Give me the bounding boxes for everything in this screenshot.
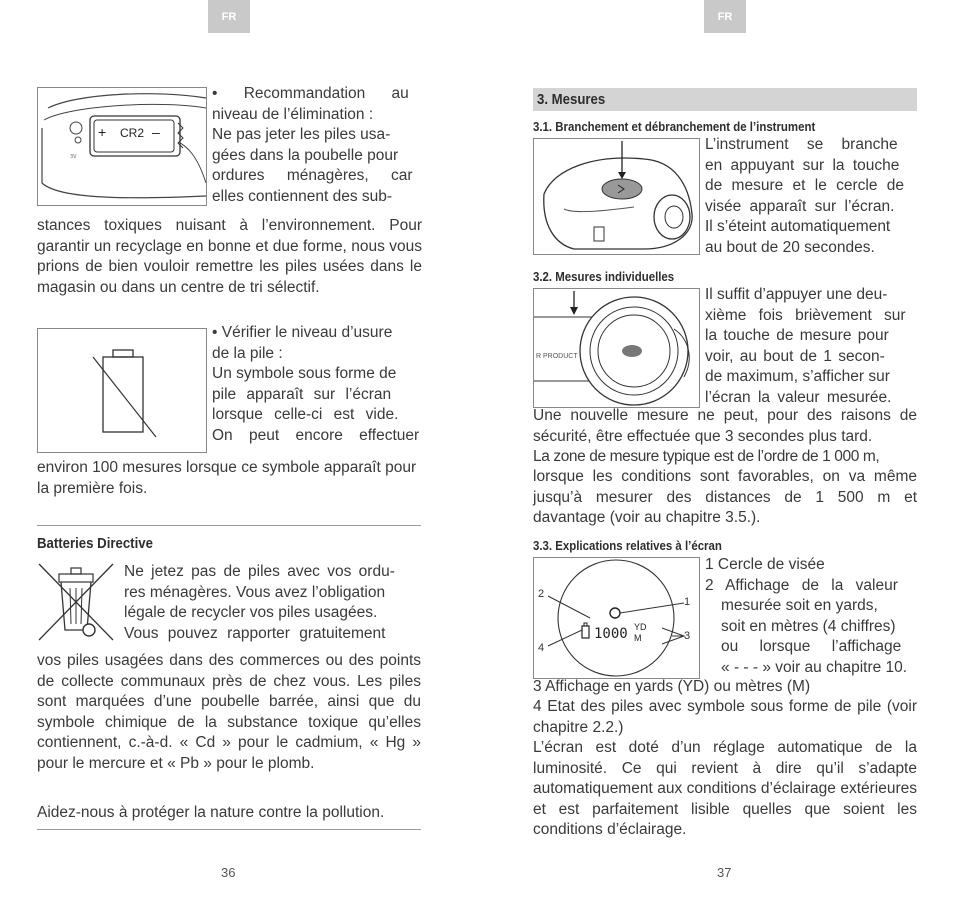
screen-explanation-figure	[533, 557, 700, 679]
subsection-3-3-title: 3.3. Explications relatives à l’écran	[533, 538, 722, 553]
legend-item: mesurée soit en yards,	[721, 597, 878, 614]
directive-closing-line: Aidez-nous à protéger la nature contre la pollution.	[37, 804, 385, 821]
s32-line: xième fois brièvement sur	[705, 306, 906, 324]
directive-line: Vous pouvez rapporter gratuitement	[124, 624, 386, 642]
s31-line: en appuyant sur la touche	[705, 156, 900, 174]
callout-2: 2	[538, 588, 545, 600]
callout-3: 3	[684, 630, 691, 642]
s32-line: voir, au bout de 1 secon-	[705, 347, 885, 365]
s32-continuation-2: La zone de mesure typique est de l’ordre de 1 000 m,	[533, 448, 880, 465]
s32-line: de maximum, s’afficher sur	[705, 368, 890, 385]
subsection-3-1-text	[705, 135, 917, 258]
directive-line: Ne jetez pas de piles avec vos ordu-	[124, 563, 395, 580]
product-label: R PRODUCT	[536, 353, 578, 360]
check-line: pile apparaît sur l’écran	[212, 385, 392, 403]
disposal-line: gées dans la poubelle pour	[212, 146, 399, 164]
distance-readout: 1000	[594, 626, 628, 642]
battery-compartment-figure	[37, 87, 207, 206]
disposal-line: elles contiennent des sub-	[212, 187, 393, 205]
svg-text:3V: 3V	[70, 154, 77, 160]
s32-continuation-3: lorsque les conditions sont favorables, on va même jusqu’à mesurer des distances de 1 500 m et davantage (voir au chapitre 3.5.).	[533, 468, 917, 526]
directive-text-block	[124, 562, 421, 644]
screen-brightness-text: L’écran est doté d’un réglage automatique de la luminosité. Ce qui revient à dire qu’il s’adapte automatiquement aux conditions d’éclairage extérieures et est parfaitement lisible quelles que soient les conditions d’éclairage.	[533, 739, 917, 838]
subsection-3-1-title: 3.1. Branchement et débranchement de l’instrument	[533, 119, 816, 134]
check-level-continuation: environ 100 mesures lorsque ce symbole apparaît pour la première fois.	[37, 459, 417, 497]
legend-item: 2 Affichage de la valeur	[705, 576, 898, 594]
legend-item-3: 3 Affichage en yards (YD) ou mètres (M)	[533, 678, 811, 695]
rangefinder-eyepiece-drawing	[534, 289, 699, 407]
battery-low-figure	[37, 328, 207, 453]
battery-empty-icon	[38, 329, 206, 452]
section-title: 3. Mesures	[537, 91, 606, 108]
section-divider	[37, 829, 421, 830]
screen-legend-list	[705, 555, 917, 678]
callout-1: 1	[684, 596, 691, 608]
disposal-line: Ne pas jeter les piles usa-	[212, 126, 391, 143]
disposal-line-text: • Recommandation au	[212, 85, 409, 102]
legend-item: « - - - » voir au chapitre 10.	[721, 658, 908, 676]
s31-line: de mesure et le cercle de	[705, 177, 905, 194]
unit-yd-label: YD	[634, 622, 647, 632]
callout-4: 4	[538, 642, 545, 654]
subsection-3-2-text	[705, 285, 917, 408]
disposal-text-block	[212, 84, 422, 207]
disposal-line	[212, 84, 422, 105]
unit-m-label: M	[634, 633, 642, 643]
instrument-figure	[533, 138, 700, 255]
check-line: de la pile :	[212, 344, 283, 362]
disposal-line: niveau de l’élimination :	[212, 105, 374, 123]
s32-line: l’écran la valeur mesurée.	[705, 388, 892, 406]
page-number-right: 37	[717, 865, 732, 880]
screen-diagram	[534, 558, 699, 678]
check-line: • Vérifier le niveau d’usure	[212, 324, 393, 341]
battery-compartment-drawing	[38, 88, 206, 205]
legend-item: ou lorsque l’affichage	[721, 638, 902, 655]
crossed-bin-icon	[37, 562, 115, 644]
rangefinder-drawing	[534, 139, 699, 254]
s31-line: au bout de 20 secondes.	[705, 238, 875, 256]
s32-continuation-1: Une nouvelle mesure ne peut, pour des raisons de sécurité, être effectuée que 3 secondes plus tard.	[533, 407, 917, 445]
display-view-figure	[533, 288, 700, 408]
page-number-left: 36	[221, 865, 236, 880]
disposal-line: ordures ménagères, car	[212, 167, 413, 184]
section-header-bar	[533, 88, 917, 111]
check-line: Un symbole sous forme de	[212, 365, 397, 382]
legend-item: soit en mètres (4 chiffres)	[721, 617, 896, 635]
directive-continuation: vos piles usagées dans des commerces ou des points de collecte communaux près de chez vous. Les piles sont marquées d’une poubelle barrée, ainsi que du symbole chimique de la substance toxique qu’elles contiennent, c.-à-d. « Cd » pour le cadmium, « Hg » pour le mercure et « Pb » pour le plomb.	[37, 652, 421, 772]
battery-plus-sign: +	[98, 124, 107, 140]
check-line: On peut encore effectuer	[212, 426, 420, 444]
battery-cell-label: CR2	[120, 126, 145, 140]
directive-line: res ménagères. Vous avez l’obligation	[124, 583, 386, 601]
battery-minus-sign: –	[152, 124, 160, 140]
s32-line: la touche de mesure pour	[705, 327, 889, 344]
language-tab-right	[704, 0, 746, 33]
language-tab-label: FR	[717, 10, 733, 23]
legend-item: 1 Cercle de visée	[705, 556, 825, 573]
section-divider	[37, 525, 421, 526]
check-level-text	[212, 323, 422, 446]
language-tab-left	[208, 0, 250, 33]
check-line: lorsque celle-ci est vide.	[212, 406, 399, 423]
s31-line: Il s’éteint automatiquement	[705, 218, 891, 235]
language-tab-label: FR	[221, 10, 237, 23]
s31-line: L’instrument se branche	[705, 136, 898, 153]
subsection-3-2-title: 3.2. Mesures individuelles	[533, 269, 675, 284]
directive-line: légale de recycler vos piles usagées.	[124, 604, 378, 621]
s31-line: visée apparaît sur l’écran.	[705, 197, 895, 215]
legend-item-4: 4 Etat des piles avec symbole sous forme de pile (voir chapitre 2.2.)	[533, 698, 917, 736]
batteries-directive-title: Batteries Directive	[37, 535, 153, 552]
disposal-continuation: stances toxiques nuisant à l’environnement. Pour garantir un recyclage en bonne et due forme, nous vous prions de bien vouloir remettre les piles usées dans le magasin ou dans un centre de tri sélectif.	[37, 217, 422, 296]
s32-line: Il suffit d’appuyer une deu-	[705, 286, 888, 303]
